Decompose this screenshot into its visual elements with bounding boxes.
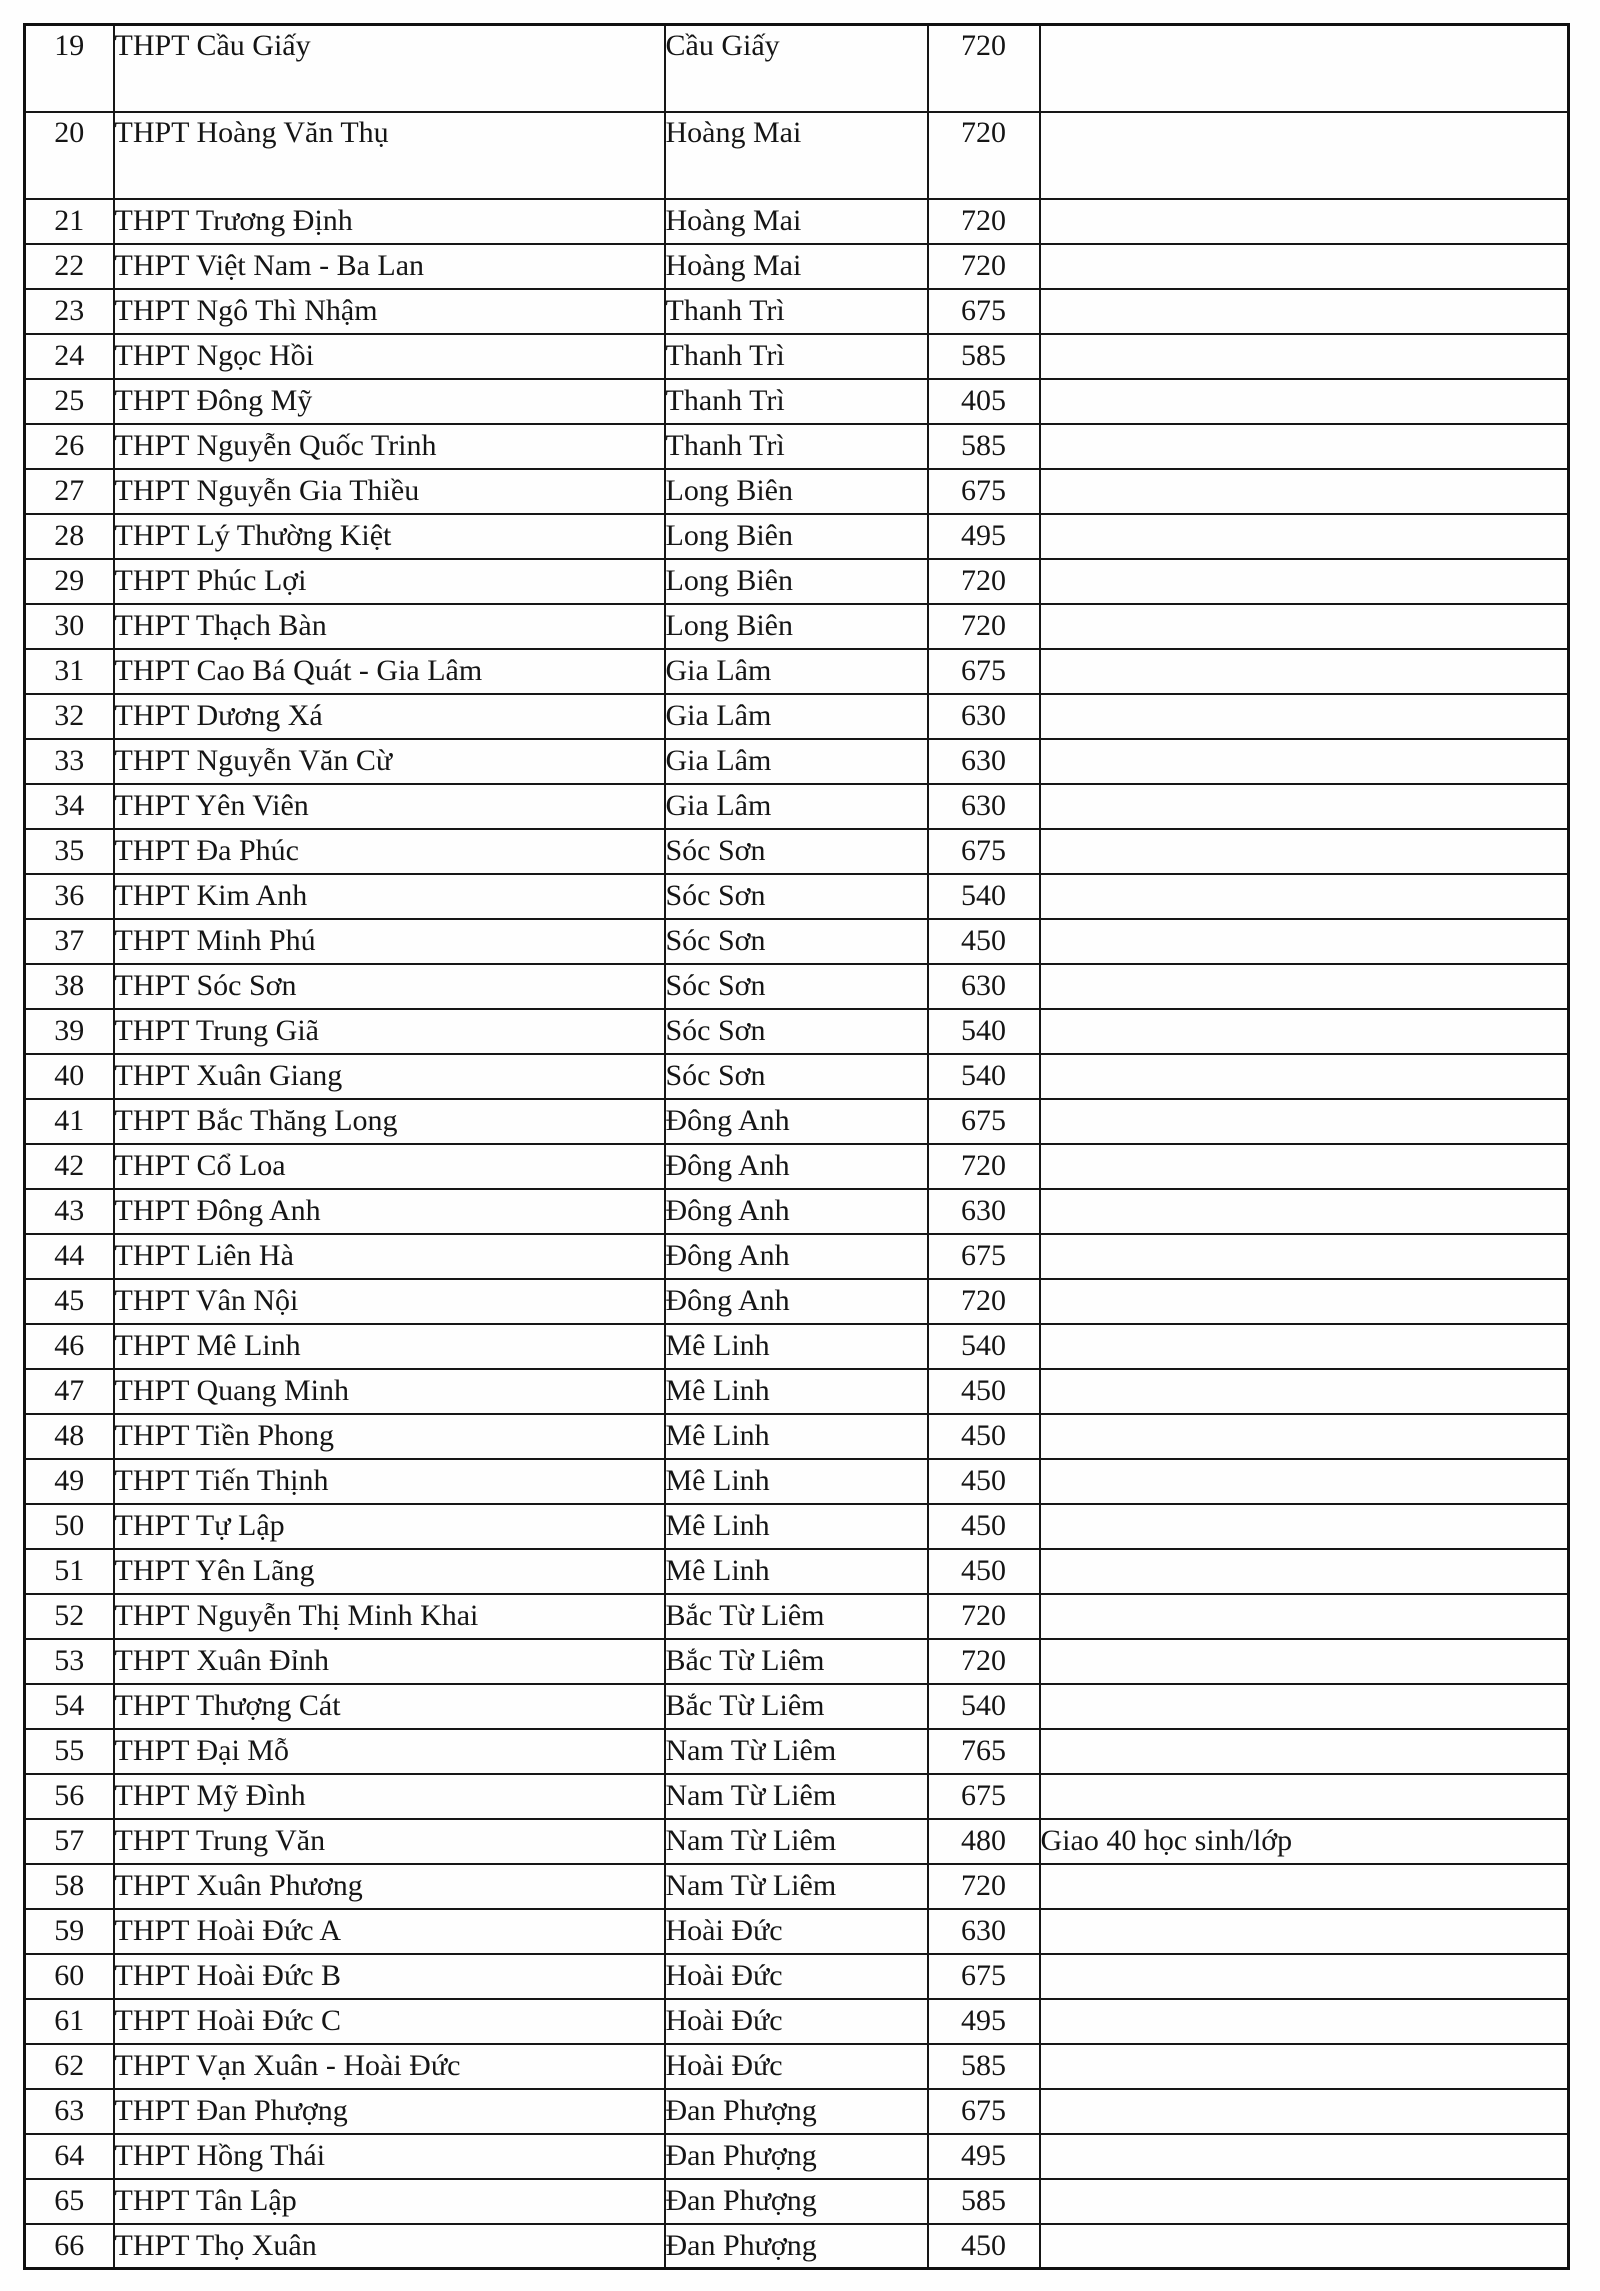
cell-index: 42 [25,1144,114,1189]
cell-district: Hoài Đức [665,1954,928,1999]
cell-capacity: 450 [928,1369,1040,1414]
cell-district: Long Biên [665,514,928,559]
cell-note [1040,1189,1569,1234]
cell-capacity: 585 [928,424,1040,469]
cell-capacity: 675 [928,649,1040,694]
cell-school: THPT Trung Văn [114,1819,665,1864]
cell-school: THPT Cổ Loa [114,1144,665,1189]
cell-index: 36 [25,874,114,919]
cell-capacity: 720 [928,1864,1040,1909]
table-row [25,2134,1569,2179]
table-row [25,1774,1569,1819]
table-row [25,334,1569,379]
table-row [25,649,1569,694]
cell-district: Thanh Trì [665,289,928,334]
cell-capacity: 450 [928,919,1040,964]
cell-school: THPT Hồng Thái [114,2134,665,2179]
cell-district: Gia Lâm [665,739,928,784]
cell-capacity: 720 [928,604,1040,649]
cell-district: Mê Linh [665,1324,928,1369]
cell-note [1040,514,1569,559]
cell-note [1040,469,1569,514]
table-row [25,874,1569,919]
cell-index: 50 [25,1504,114,1549]
table-row [25,694,1569,739]
cell-note [1040,25,1569,112]
table-row [25,1324,1569,1369]
cell-school: THPT Đa Phúc [114,829,665,874]
table-row [25,1549,1569,1594]
table-row [25,199,1569,244]
table-row [25,964,1569,1009]
cell-note [1040,874,1569,919]
cell-index: 56 [25,1774,114,1819]
cell-district: Bắc Từ Liêm [665,1684,928,1729]
cell-note [1040,1909,1569,1954]
cell-index: 21 [25,199,114,244]
cell-index: 22 [25,244,114,289]
cell-capacity: 540 [928,1324,1040,1369]
cell-school: THPT Thượng Cát [114,1684,665,1729]
cell-note [1040,379,1569,424]
cell-note [1040,1054,1569,1099]
cell-school: THPT Xuân Đỉnh [114,1639,665,1684]
cell-capacity: 585 [928,2044,1040,2089]
cell-note [1040,244,1569,289]
cell-index: 28 [25,514,114,559]
cell-capacity: 720 [928,559,1040,604]
cell-capacity: 720 [928,1594,1040,1639]
cell-index: 46 [25,1324,114,1369]
cell-index: 61 [25,1999,114,2044]
cell-capacity: 495 [928,2134,1040,2179]
cell-index: 66 [25,2224,114,2269]
cell-note [1040,919,1569,964]
cell-capacity: 480 [928,1819,1040,1864]
cell-index: 20 [25,112,114,199]
table-row [25,1819,1569,1864]
cell-capacity: 675 [928,1954,1040,1999]
cell-school: THPT Việt Nam - Ba Lan [114,244,665,289]
cell-district: Sóc Sơn [665,919,928,964]
cell-index: 31 [25,649,114,694]
cell-school: THPT Kim Anh [114,874,665,919]
cell-school: THPT Cầu Giấy [114,25,665,112]
table-row [25,424,1569,469]
cell-capacity: 450 [928,1414,1040,1459]
table-row [25,1729,1569,1774]
cell-district: Đông Anh [665,1234,928,1279]
cell-district: Nam Từ Liêm [665,1774,928,1819]
cell-index: 59 [25,1909,114,1954]
cell-note [1040,1369,1569,1414]
table-row [25,559,1569,604]
cell-note [1040,1864,1569,1909]
cell-school: THPT Vân Nội [114,1279,665,1324]
cell-school: THPT Đông Anh [114,1189,665,1234]
table-row [25,1639,1569,1684]
cell-note [1040,1234,1569,1279]
cell-district: Sóc Sơn [665,964,928,1009]
cell-capacity: 630 [928,784,1040,829]
cell-district: Đan Phượng [665,2134,928,2179]
schools-table [23,23,1570,2270]
cell-capacity: 540 [928,1054,1040,1099]
cell-school: THPT Nguyễn Gia Thiều [114,469,665,514]
cell-district: Thanh Trì [665,334,928,379]
table-row [25,1864,1569,1909]
cell-capacity: 630 [928,739,1040,784]
table-row [25,1459,1569,1504]
cell-index: 32 [25,694,114,739]
cell-school: THPT Cao Bá Quát - Gia Lâm [114,649,665,694]
cell-note [1040,1594,1569,1639]
cell-district: Mê Linh [665,1504,928,1549]
cell-note [1040,334,1569,379]
cell-capacity: 675 [928,469,1040,514]
cell-school: THPT Lý Thường Kiệt [114,514,665,559]
cell-note [1040,2044,1569,2089]
cell-district: Nam Từ Liêm [665,1864,928,1909]
cell-school: THPT Vạn Xuân - Hoài Đức [114,2044,665,2089]
cell-capacity: 720 [928,25,1040,112]
cell-index: 19 [25,25,114,112]
table-row [25,1414,1569,1459]
cell-school: THPT Hoài Đức C [114,1999,665,2044]
table-row [25,784,1569,829]
table-row [25,829,1569,874]
cell-note [1040,1414,1569,1459]
cell-note [1040,1099,1569,1144]
cell-school: THPT Đan Phượng [114,2089,665,2134]
cell-school: THPT Đông Mỹ [114,379,665,424]
cell-index: 38 [25,964,114,1009]
cell-district: Mê Linh [665,1369,928,1414]
table-row [25,1504,1569,1549]
cell-note [1040,1999,1569,2044]
cell-index: 24 [25,334,114,379]
cell-index: 40 [25,1054,114,1099]
cell-school: THPT Ngô Thì Nhậm [114,289,665,334]
cell-note [1040,604,1569,649]
cell-note [1040,1954,1569,1999]
cell-district: Thanh Trì [665,424,928,469]
cell-district: Sóc Sơn [665,1054,928,1099]
cell-school: THPT Hoàng Văn Thụ [114,112,665,199]
cell-capacity: 720 [928,1279,1040,1324]
cell-capacity: 450 [928,1549,1040,1594]
cell-school: THPT Tiền Phong [114,1414,665,1459]
table-row [25,1234,1569,1279]
table-row [25,1594,1569,1639]
cell-district: Đan Phượng [665,2179,928,2224]
cell-district: Đan Phượng [665,2224,928,2269]
cell-note [1040,112,1569,199]
cell-index: 51 [25,1549,114,1594]
cell-district: Đông Anh [665,1279,928,1324]
table-row [25,919,1569,964]
cell-school: THPT Nguyễn Văn Cừ [114,739,665,784]
cell-index: 34 [25,784,114,829]
cell-note [1040,829,1569,874]
cell-index: 27 [25,469,114,514]
cell-note [1040,1459,1569,1504]
cell-school: THPT Trung Giã [114,1009,665,1054]
cell-school: THPT Thạch Bàn [114,604,665,649]
cell-note [1040,2224,1569,2269]
cell-school: THPT Ngọc Hồi [114,334,665,379]
cell-index: 23 [25,289,114,334]
cell-district: Bắc Từ Liêm [665,1594,928,1639]
cell-district: Mê Linh [665,1549,928,1594]
cell-district: Hoàng Mai [665,244,928,289]
cell-note [1040,964,1569,1009]
cell-capacity: 405 [928,379,1040,424]
cell-index: 43 [25,1189,114,1234]
cell-index: 58 [25,1864,114,1909]
cell-school: THPT Hoài Đức A [114,1909,665,1954]
cell-district: Đông Anh [665,1099,928,1144]
cell-note [1040,1684,1569,1729]
cell-capacity: 720 [928,244,1040,289]
cell-school: THPT Thọ Xuân [114,2224,665,2269]
cell-index: 52 [25,1594,114,1639]
cell-district: Hoàng Mai [665,199,928,244]
cell-capacity: 675 [928,2089,1040,2134]
cell-school: THPT Mỹ Đình [114,1774,665,1819]
cell-school: THPT Trương Định [114,199,665,244]
table-row [25,1369,1569,1414]
cell-district: Sóc Sơn [665,829,928,874]
cell-note [1040,2134,1569,2179]
cell-district: Đan Phượng [665,2089,928,2134]
cell-capacity: 585 [928,2179,1040,2224]
cell-index: 29 [25,559,114,604]
cell-note [1040,1729,1569,1774]
cell-note [1040,649,1569,694]
cell-note [1040,694,1569,739]
cell-note [1040,559,1569,604]
cell-capacity: 495 [928,514,1040,559]
cell-capacity: 540 [928,1009,1040,1054]
cell-capacity: 675 [928,1234,1040,1279]
cell-district: Mê Linh [665,1459,928,1504]
cell-capacity: 450 [928,1459,1040,1504]
cell-capacity: 675 [928,1774,1040,1819]
cell-capacity: 450 [928,2224,1040,2269]
cell-school: THPT Yên Viên [114,784,665,829]
cell-district: Long Biên [665,469,928,514]
cell-index: 30 [25,604,114,649]
cell-note [1040,1009,1569,1054]
cell-index: 57 [25,1819,114,1864]
table-row [25,469,1569,514]
cell-index: 62 [25,2044,114,2089]
cell-note [1040,1549,1569,1594]
cell-note [1040,2089,1569,2134]
cell-capacity: 585 [928,334,1040,379]
cell-index: 44 [25,1234,114,1279]
cell-capacity: 630 [928,694,1040,739]
cell-district: Long Biên [665,604,928,649]
cell-note [1040,199,1569,244]
cell-index: 54 [25,1684,114,1729]
cell-capacity: 495 [928,1999,1040,2044]
cell-school: THPT Sóc Sơn [114,964,665,1009]
cell-district: Cầu Giấy [665,25,928,112]
cell-note [1040,1324,1569,1369]
cell-index: 53 [25,1639,114,1684]
cell-district: Nam Từ Liêm [665,1729,928,1774]
table-row [25,1144,1569,1189]
table-row [25,1954,1569,1999]
cell-capacity: 765 [928,1729,1040,1774]
cell-note [1040,424,1569,469]
cell-note [1040,1774,1569,1819]
cell-capacity: 675 [928,829,1040,874]
table-row [25,1054,1569,1099]
cell-district: Mê Linh [665,1414,928,1459]
table-row [25,25,1569,112]
cell-capacity: 450 [928,1504,1040,1549]
cell-school: THPT Liên Hà [114,1234,665,1279]
cell-district: Hoài Đức [665,2044,928,2089]
cell-index: 25 [25,379,114,424]
cell-school: THPT Tự Lập [114,1504,665,1549]
cell-note [1040,2179,1569,2224]
cell-capacity: 630 [928,1909,1040,1954]
table-row [25,604,1569,649]
cell-district: Hoàng Mai [665,112,928,199]
cell-capacity: 675 [928,289,1040,334]
cell-district: Hoài Đức [665,1909,928,1954]
cell-index: 65 [25,2179,114,2224]
cell-index: 47 [25,1369,114,1414]
table-row [25,1189,1569,1234]
cell-school: THPT Hoài Đức B [114,1954,665,1999]
cell-capacity: 630 [928,1189,1040,1234]
cell-note [1040,289,1569,334]
cell-capacity: 675 [928,1099,1040,1144]
table-row [25,1009,1569,1054]
cell-school: THPT Nguyễn Quốc Trinh [114,424,665,469]
cell-district: Đông Anh [665,1144,928,1189]
cell-capacity: 720 [928,199,1040,244]
cell-school: THPT Mê Linh [114,1324,665,1369]
cell-index: 33 [25,739,114,784]
cell-note [1040,1639,1569,1684]
cell-district: Đông Anh [665,1189,928,1234]
cell-district: Gia Lâm [665,694,928,739]
cell-district: Thanh Trì [665,379,928,424]
cell-index: 48 [25,1414,114,1459]
table-row [25,2089,1569,2134]
cell-school: THPT Dương Xá [114,694,665,739]
cell-district: Hoài Đức [665,1999,928,2044]
cell-school: THPT Yên Lãng [114,1549,665,1594]
table-row [25,379,1569,424]
cell-district: Sóc Sơn [665,1009,928,1054]
cell-school: THPT Bắc Thăng Long [114,1099,665,1144]
cell-index: 35 [25,829,114,874]
cell-index: 60 [25,1954,114,1999]
cell-capacity: 720 [928,1639,1040,1684]
cell-index: 37 [25,919,114,964]
cell-district: Gia Lâm [665,784,928,829]
schools-table-body [25,25,1569,2269]
cell-capacity: 540 [928,1684,1040,1729]
cell-district: Bắc Từ Liêm [665,1639,928,1684]
table-row [25,1999,1569,2044]
table-row [25,289,1569,334]
table-row [25,739,1569,784]
cell-school: THPT Phúc Lợi [114,559,665,604]
cell-school: THPT Tiến Thịnh [114,1459,665,1504]
table-row [25,2224,1569,2269]
cell-school: THPT Quang Minh [114,1369,665,1414]
cell-school: THPT Đại Mỗ [114,1729,665,1774]
cell-note [1040,1504,1569,1549]
table-row [25,514,1569,559]
cell-school: THPT Xuân Giang [114,1054,665,1099]
table-row [25,112,1569,199]
table-row [25,1909,1569,1954]
cell-school: THPT Minh Phú [114,919,665,964]
cell-note [1040,1144,1569,1189]
cell-note [1040,739,1569,784]
cell-note [1040,1279,1569,1324]
cell-note [1040,784,1569,829]
cell-index: 63 [25,2089,114,2134]
cell-school: THPT Nguyễn Thị Minh Khai [114,1594,665,1639]
cell-index: 64 [25,2134,114,2179]
cell-district: Gia Lâm [665,649,928,694]
cell-capacity: 720 [928,1144,1040,1189]
table-row [25,1279,1569,1324]
table-row [25,2044,1569,2089]
table-row [25,2179,1569,2224]
cell-index: 49 [25,1459,114,1504]
cell-note: Giao 40 học sinh/lớp [1040,1819,1569,1864]
cell-school: THPT Tân Lập [114,2179,665,2224]
table-row [25,1099,1569,1144]
table-row [25,1684,1569,1729]
cell-district: Nam Từ Liêm [665,1819,928,1864]
cell-index: 45 [25,1279,114,1324]
cell-index: 26 [25,424,114,469]
table-row [25,244,1569,289]
cell-index: 39 [25,1009,114,1054]
cell-district: Sóc Sơn [665,874,928,919]
cell-capacity: 630 [928,964,1040,1009]
cell-capacity: 540 [928,874,1040,919]
cell-index: 55 [25,1729,114,1774]
cell-index: 41 [25,1099,114,1144]
cell-district: Long Biên [665,559,928,604]
cell-capacity: 720 [928,112,1040,199]
cell-school: THPT Xuân Phương [114,1864,665,1909]
